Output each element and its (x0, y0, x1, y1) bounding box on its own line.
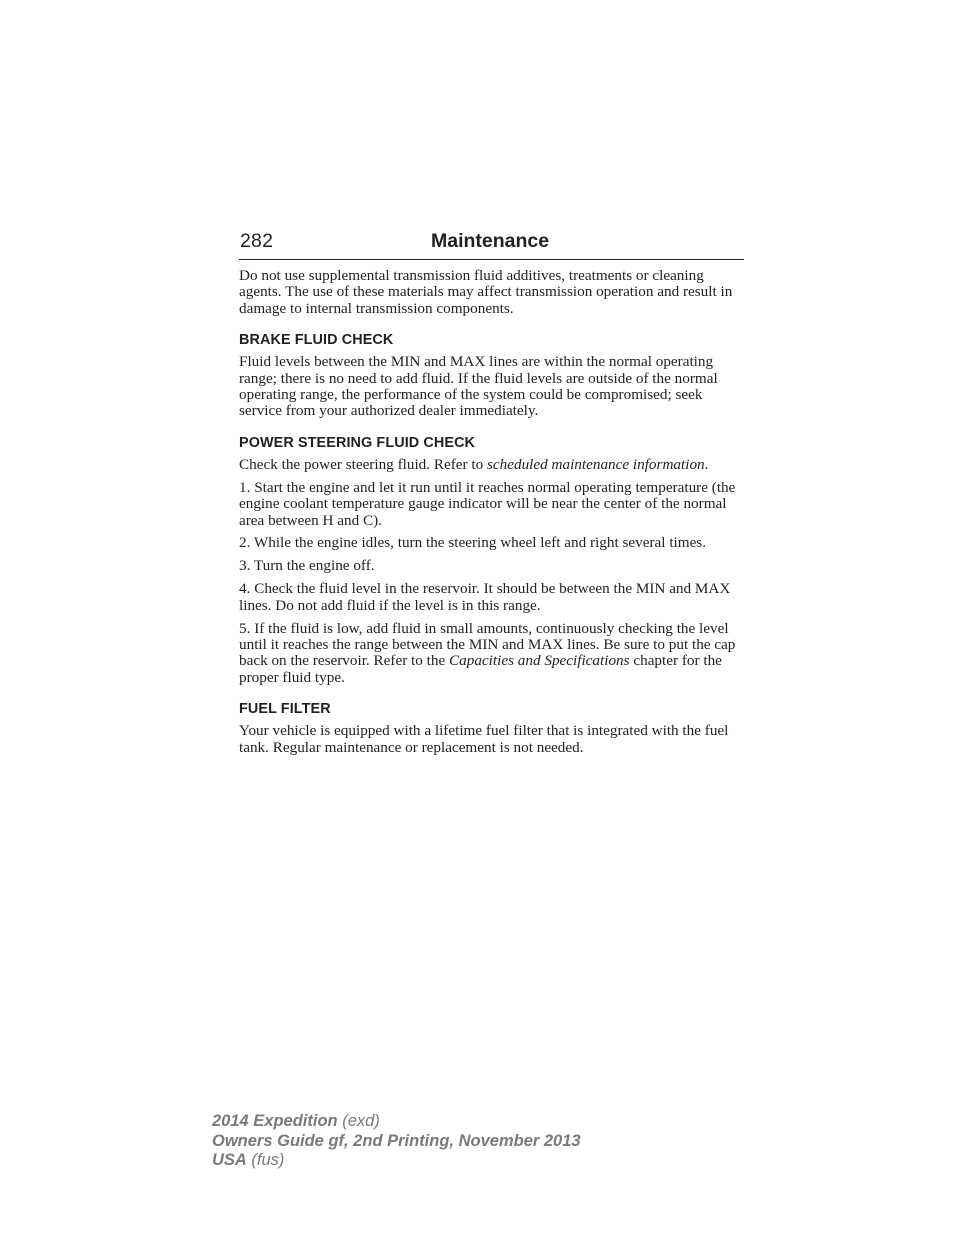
step-1: 1. Start the engine and let it run until it reaches normal operating temperature (the engine coolant temperature gauge indicator will be near the center of the normal area between H and C). (239, 478, 736, 529)
step-2: 2. While the engine idles, turn the steering wheel left and right several times. (239, 534, 707, 552)
section-title: Maintenance (431, 230, 550, 252)
footer-model-code: (exd) (337, 1112, 380, 1130)
page-header (239, 228, 744, 260)
power-steering-intro-end: . (704, 455, 709, 473)
footer-market: USA (212, 1151, 247, 1169)
fuel-filter-paragraph: Your vehicle is equipped with a lifetime fuel filter that is integrated with the fuel tank. Regular maintenance or replacement is not needed. (239, 722, 729, 756)
footer-market-code: (fus) (246, 1151, 285, 1169)
footer-line-1 (212, 1112, 581, 1132)
page-content (239, 268, 744, 763)
scheduled-maintenance-reference: scheduled maintenance information (486, 455, 705, 473)
step-5 (239, 621, 744, 687)
capacities-specifications-reference: Capacities and Specifications (449, 652, 630, 670)
footer-line-2: Owners Guide gf, 2nd Printing, November 2013 (212, 1131, 581, 1150)
page-number: 282 (240, 230, 274, 252)
power-steering-intro (239, 457, 744, 473)
step-5-end: chapter for the proper fluid type. (239, 652, 722, 686)
intro-paragraph: Do not use supplemental transmission fluid additives, treatments or cleaning agents. The use of these materials may affect transmission operation and result in damage to internal transmission components. (239, 267, 733, 317)
step-3: 3. Turn the engine off. (239, 557, 375, 575)
brake-fluid-paragraph: Fluid levels between the MIN and MAX lines are within the normal operating range; there is no need to add fluid. If the fluid levels are outside of the normal operating range, the performance of the system could be compromised; seek service from your authorized dealer immediately. (239, 353, 718, 420)
footer-model: 2014 Expedition (212, 1112, 338, 1130)
footer-line-3 (212, 1151, 581, 1171)
brake-fluid-heading: BRAKE FLUID CHECK (239, 332, 394, 349)
power-steering-intro-text: Check the power steering fluid. Refer to (239, 455, 487, 473)
step-4: 4. Check the fluid level in the reservoir. It should be between the MIN and MAX lines. Do not add fluid if the level is in this range. (239, 580, 731, 614)
step-5-text: 5. If the fluid is low, add fluid in small amounts, continuously checking the level until it reaches the range between the MIN and MAX lines. Be sure to put the cap back on the reservoir. Refer to the (239, 619, 736, 670)
power-steering-heading: POWER STEERING FLUID CHECK (239, 434, 476, 451)
document-footer (212, 1112, 581, 1171)
fuel-filter-heading: FUEL FILTER (239, 701, 331, 718)
